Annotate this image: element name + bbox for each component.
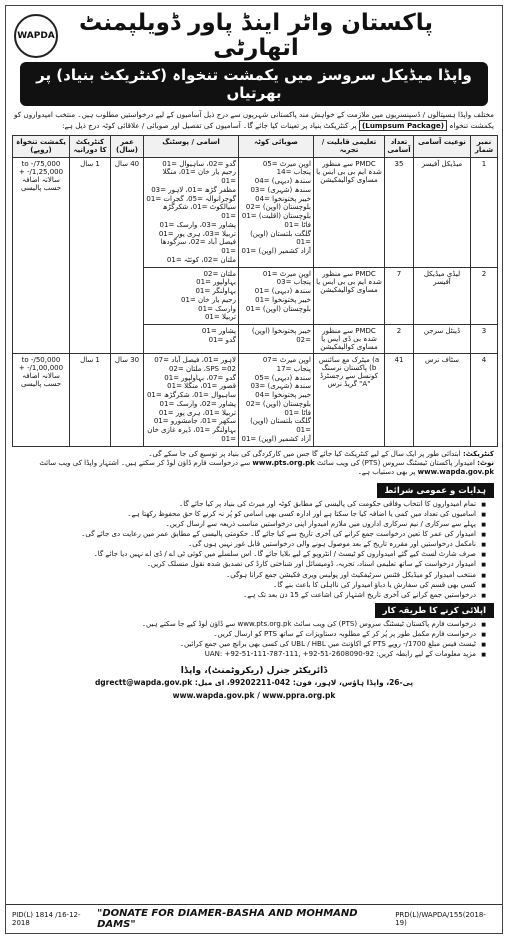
note-text: امیدوار پاکستان ٹیسٹنگ سروس (PTS) کی ویب سائٹ xyxy=(317,458,475,467)
locations-line: وارسک =01 xyxy=(198,304,236,313)
cell-qualification: a) میٹرک مع سائنس b) پاکستان نرسنگ کونسل سے رجسٹرڈ "A" گریڈ نرس xyxy=(314,354,385,447)
cell-quota xyxy=(239,354,314,447)
quota-line: سندھ (دیہی) =01 xyxy=(254,287,311,296)
cell-count: 7 xyxy=(385,267,414,325)
contract-note xyxy=(6,447,502,481)
title-banner: واپڈا میڈیکل سروسز میں یکمشت تنخواہ (کنٹریکٹ بنیاد) پر بھرتیاں xyxy=(20,62,488,106)
note-label: نوٹ: xyxy=(477,458,494,467)
apply-list xyxy=(6,620,502,659)
quota-line: فاٹا =01 xyxy=(284,220,311,229)
locations-line: قصور =01، منگلا =01 xyxy=(167,382,236,391)
cell-contract: 1 سال xyxy=(70,354,111,447)
header-quota: صوبائی کوٹہ xyxy=(239,136,314,157)
cell-locations xyxy=(144,354,239,447)
cell-qualification: PMDC سے منظور شدہ ایم بی بی ایس یا مساوی کوالیفکیشن xyxy=(314,157,385,267)
quota-line: گلگت بلتستان (اوپن) =01 xyxy=(250,417,311,435)
locations-line: مظفر گڑھ =01، لاہور =03 xyxy=(151,185,236,194)
quota-line: سندھ (شہری) =03 xyxy=(250,185,311,194)
quota-line: بلوچستان (اوپن) =02 xyxy=(245,399,311,408)
cell-contract: 1 سال xyxy=(70,157,111,354)
list-item: ■ درخواستیں جمع کرانے کی آخری تاریخ اشتہار کی اشاعت کے 15 دن بعد تک ہے۔ xyxy=(14,591,484,600)
table-body xyxy=(13,157,498,446)
cell-qualification: PMDC سے منظور شدہ ایم بی بی ایس یا مساوی کوالیفکیشن xyxy=(314,267,385,325)
locations-line: فیصل آباد =02، سرگودھا =01 xyxy=(160,238,236,256)
locations-line: پشاور =03، وارسک =01 xyxy=(159,220,236,229)
cell-age: 30 سال xyxy=(111,354,144,447)
posts-table xyxy=(12,135,498,446)
contact-address: پی-26، واپڈا ہاؤس، لاہور، فون: 042-99202211، ای میل: dgrectt@wapda.gov.pk xyxy=(94,678,414,688)
list-item: ■ مزید معلومات کے لیے رابطہ کریں: UAN: +92-51-111-787-111, +92-51-2608090-92 xyxy=(14,650,484,659)
instructions-title: ہدایات و عمومی شرائط xyxy=(377,483,494,498)
quota-line: پنجاب =14 xyxy=(276,168,311,177)
quota-line: اوپن میرٹ =07 xyxy=(262,356,311,365)
contract-label: کنٹریکٹ: xyxy=(462,449,494,458)
locations-line: سیالکوٹ =01، شکرگڑھ =01 xyxy=(162,203,236,221)
cell-post: لیڈی میڈیکل آفیسر xyxy=(414,267,471,325)
list-item: ■ درخواست فارم مکمل طور پر پُر کر کے مطلوبہ دستاویزات کے ساتھ PTS کو ارسال کریں۔ xyxy=(14,630,484,639)
locations-line: ملتان =02، کوئٹہ =01 xyxy=(166,255,236,264)
quota-line: گلگت بلتستان (اوپن) =01 xyxy=(250,229,311,247)
locations-line: رحیم یار خان =01 xyxy=(180,295,236,304)
locations-line: پشاور =01 xyxy=(201,327,236,336)
table-header-row xyxy=(13,136,498,157)
locations-line: بہاولنگر =01 xyxy=(195,287,236,296)
locations-line: پشاور =02، وارسک =01 xyxy=(159,399,236,408)
cell-locations xyxy=(144,267,239,325)
locations-line: رحیم یار خان =01، منگلا =01 xyxy=(162,168,236,186)
header-count: تعداد آسامی xyxy=(385,136,414,157)
intro-paragraph xyxy=(6,106,502,135)
cell-salary: 50,000/- to 1,00,000/- + سالانہ اضافہ حسب پالیسی xyxy=(13,354,70,447)
list-item: ■ اسامیوں کی تعداد میں کمی یا اضافہ کیا جا سکتا ہے اور ادارہ کسی بھی اسامی کو پُر نہ کرنے کا حق محفوظ رکھتا ہے۔ xyxy=(14,510,484,519)
cell-age: 40 سال xyxy=(111,157,144,354)
locations-line: ملتان =02 xyxy=(203,269,236,278)
contact-websites: www.wapda.gov.pk / www.ppra.org.pk xyxy=(172,691,336,701)
cell-count: 35 xyxy=(385,157,414,267)
list-item: ■ پہلے سے سرکاری / نیم سرکاری اداروں میں ملازم امیدوار اپنی درخواستیں مناسب ذریعہ سے ارسال کریں۔ xyxy=(14,520,484,529)
cell-quota xyxy=(239,267,314,325)
quota-line: پنجاب =17 xyxy=(276,364,311,373)
locations-line: SPS =02، ملتان =02 xyxy=(168,364,236,373)
cell-qualification: PMDC سے منظور شدہ بی ڈی ایس یا مساوی کوالیفکیشن xyxy=(314,325,385,354)
locations-line: تربیلا =01، ہری پور =01 xyxy=(158,408,236,417)
list-item: ■ تمام امیدواروں کا انتخاب وفاقی حکومت کی پالیسی کے مطابق کوٹہ اور میرٹ کی بنیاد پر کیا جائے گا۔ xyxy=(14,500,484,509)
table-row xyxy=(13,157,498,267)
organization-name: پاکستان واٹر اینڈ پاور ڈویلپمنٹ اتھارٹی xyxy=(79,9,433,61)
quota-line: پنجاب =03 xyxy=(276,278,311,287)
quota-line: خیبر پختونخوا =01 xyxy=(255,295,311,304)
note-text-3: پر بھی دستیاب ہے۔ xyxy=(357,468,416,477)
quota-line: اوپن میرٹ =01 xyxy=(262,269,311,278)
header-post: نوعیت آسامی xyxy=(414,136,471,157)
list-item: ■ منتخب امیدوار کو میڈیکل فٹنس سرٹیفکیٹ اور پولیس ویری فکیشن جمع کرانا ہوگی۔ xyxy=(14,571,484,580)
quota-line: سندھ (دیہی) =04 xyxy=(254,177,311,186)
locations-line: سکھر =01، جامشورو =01 xyxy=(153,417,236,426)
locations-line: تربیلا =01 xyxy=(204,313,236,322)
header-salary: یکمشت تنخواہ (روپے) xyxy=(13,136,70,157)
quota-line: آزاد کشمیر (اوپن) =01 xyxy=(241,247,311,256)
quota-line: سندھ (دیہی) =05 xyxy=(254,373,311,382)
header-locations: اسامی / پوسٹنگ xyxy=(144,136,239,157)
header-contract: کنٹریکٹ کا دورانیہ xyxy=(70,136,111,157)
locations-line: گدو =07، بہاولپور =01 xyxy=(164,373,236,382)
cell-locations xyxy=(144,325,239,354)
lumpsum-label: (Lumpsum Package) xyxy=(359,120,447,132)
footer xyxy=(6,904,502,933)
logo-text: WAPDA xyxy=(17,31,55,41)
cell-post: سٹاف نرس xyxy=(414,354,471,447)
quota-line: اوپن میرٹ =05 xyxy=(262,159,311,168)
footer-pid: PID(L) 1814 /16-12-2018 xyxy=(12,911,81,927)
locations-line: گدو =02، ساہیوال =01 xyxy=(162,159,236,168)
cell-salary: 75,000/- to 1,25,000/- + سالانہ اضافہ حسب پالیسی xyxy=(13,157,70,354)
footer-prd: PRD(L)/WAPDA/155(2018-19) xyxy=(395,911,486,927)
contract-text: ابتدائی طور پر ایک سال کے لیے کنٹریکٹ کیا جائے گا جس میں کارکردگی کی بنیاد پر توسیع کی جا سکے گی۔ xyxy=(148,449,461,458)
table-row xyxy=(13,354,498,447)
signature-title: ڈائریکٹر جنرل (ریکروٹمنٹ)، واپڈا xyxy=(180,666,328,677)
cell-quota xyxy=(239,325,314,354)
wapda-logo xyxy=(14,14,58,58)
quota-line: بلوچستان (اقلیت) =01 xyxy=(241,212,311,221)
list-item: ■ کسی بھی قسم کی سفارش یا دباؤ امیدوار کی نااہلی کا باعث بنے گا۔ xyxy=(14,581,484,590)
list-item: ■ ٹیسٹ فیس مبلغ 1700/- روپے PTS کے اکاؤنٹ میں UBL / HBL کی کسی بھی برانچ میں جمع کرائیں۔ xyxy=(14,640,484,649)
list-item: ■ امیدوار کی عمر کا تعین درخواست جمع کرانے کی آخری تاریخ سے کیا جائے گا۔ حکومتی پالیسی کے مطابق عمر میں رعایت دی جائے گی۔ xyxy=(14,530,484,539)
cell-serial: 2 xyxy=(471,267,498,325)
locations-line: بہاولنگر =01، ڈیرہ غازی خان =01 xyxy=(147,426,236,443)
header-qualification: تعلیمی قابلیت / تجربہ xyxy=(314,136,385,157)
cell-post: میڈیکل آفیسر xyxy=(414,157,471,267)
cell-count: 2 xyxy=(385,325,414,354)
header-age: عمر (سال) xyxy=(111,136,144,157)
cell-post: ڈینٹل سرجن xyxy=(414,325,471,354)
locations-line: گوجرانوالہ =05، گجرات =01 xyxy=(146,194,236,203)
header-serial: نمبر شمار xyxy=(471,136,498,157)
cell-quota xyxy=(239,157,314,267)
quota-line: بلوچستان (اوپن) =01 xyxy=(245,304,311,313)
intro-text-2: پر کنٹریکٹ بنیاد پر تعینات کیا جائے گا۔ آسامیوں کی تفصیل اور صوبائی / علاقائی کوٹہ درج ذیل ہے: xyxy=(62,120,357,130)
footer-slogan: "DONATE FOR DIAMER-BASHA AND MOHMAND DAMS" xyxy=(97,908,358,930)
list-item: ■ درخواست فارم پاکستان ٹیسٹنگ سروس (PTS) کی ویب سائٹ www.pts.org.pk سے ڈاؤن لوڈ کیے جا سکتے ہیں۔ xyxy=(14,620,484,629)
note-text-2: سے درخواست فارم ڈاؤن لوڈ کر سکتے ہیں۔ اشتہار واپڈا کی ویب سائٹ xyxy=(39,458,251,467)
quota-line: خیبر پختونخوا =04 xyxy=(255,391,311,400)
cell-serial: 4 xyxy=(471,354,498,447)
cell-serial: 1 xyxy=(471,157,498,267)
advertisement-page xyxy=(5,5,503,934)
list-item: ■ نامکمل درخواستیں اور مقررہ تاریخ کے بعد موصول ہونے والی درخواستیں قابل غور نہیں ہوں گی۔ xyxy=(14,540,484,549)
quota-line: سندھ (شہری) =03 xyxy=(250,382,311,391)
header xyxy=(6,6,502,60)
quota-line: خیبر پختونخوا =04 xyxy=(255,194,311,203)
locations-line: ساہیوال =01، شکرگڑھ =01 xyxy=(146,391,236,400)
pts-link[interactable]: www.pts.org.pk xyxy=(252,458,315,467)
wapda-link[interactable]: www.wapda.gov.pk xyxy=(417,468,494,477)
intro-text: مختلف واپڈا ہسپتالوں / ڈسپنسریوں میں ملازمت کے خواہش مند پاکستانی شہریوں سے درج ذیل آسامیوں کے لیے درخواستیں مطلوب ہیں۔ منتخب امیدواروں کو یکمشت تنخواہ xyxy=(14,110,494,130)
apply-title: اپلائی کرنے کا طریقہ کار xyxy=(375,603,494,618)
quota-line: فاٹا =01 xyxy=(284,408,311,417)
cell-locations xyxy=(144,157,239,267)
list-item: ■ امیدوار درخواست کے ساتھ تعلیمی اسناد، تجربہ، ڈومیسائل اور شناختی کارڈ کی تصدیق شدہ نقول منسلک کریں۔ xyxy=(14,560,484,569)
quota-line: خیبر پختونخوا (اوپن) =02 xyxy=(251,327,311,344)
list-item: ■ صرف شارٹ لسٹ کیے گئے امیدواروں کو ٹیسٹ / انٹرویو کے لیے بلایا جائے گا۔ اس سلسلے میں کوئی ٹی اے / ڈی اے نہیں دیا جائے گا۔ xyxy=(14,550,484,559)
quota-line: بلوچستان (اوپن) =02 xyxy=(245,203,311,212)
instructions-list xyxy=(6,500,502,600)
locations-line: بہاولپور =01 xyxy=(196,278,236,287)
locations-line: تربیلا =03، ہری پور =01 xyxy=(158,229,236,238)
quota-line: آزاد کشمیر (اوپن) =01 xyxy=(241,434,311,443)
locations-line: لاہور =01، فیصل آباد =07 xyxy=(154,356,236,365)
cell-count: 41 xyxy=(385,354,414,447)
locations-line: گدو =01 xyxy=(208,335,236,344)
cell-serial: 3 xyxy=(471,325,498,354)
